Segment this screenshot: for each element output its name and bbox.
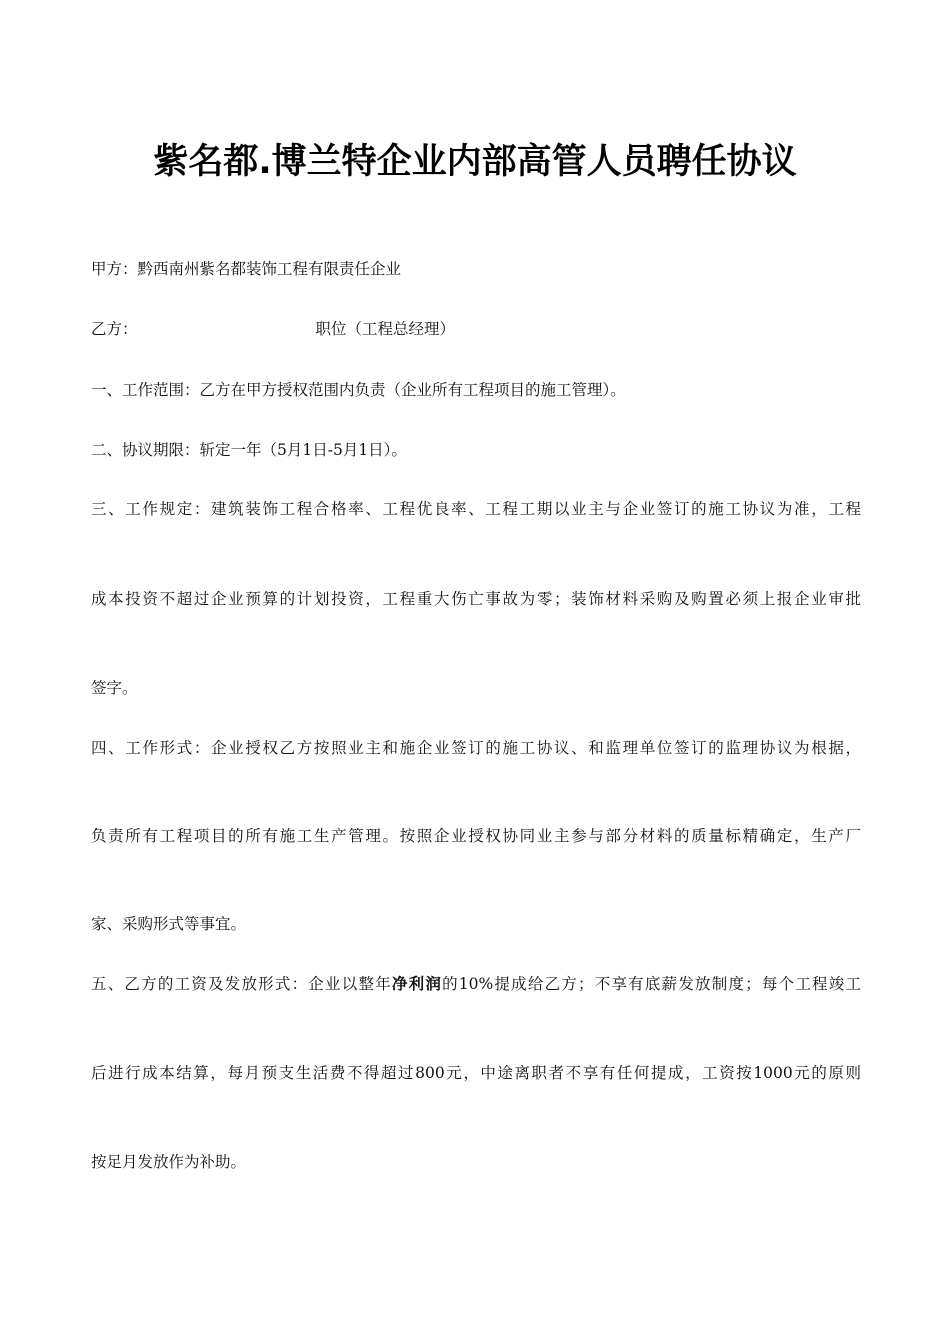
- net-profit-emphasis: 净利润: [391, 975, 443, 993]
- clause-5-line-2: 后进行成本结算，每月预支生活费不得超过800元，中途离职者不享有任何提成，工资按1000元的原则: [91, 1064, 861, 1082]
- clause-4-line-3: 家、采购形式等事宜。: [91, 915, 247, 933]
- clause-4-line-2: 负责所有工程项目的所有施工生产管理。按照企业授权协同业主参与部分材料的质量标精确定，生产厂: [91, 827, 861, 845]
- clause-5-line-1: [91, 974, 861, 994]
- clause-4-line-1: 四、工作形式：企业授权乙方按照业主和施企业签订的施工协议、和监理单位签订的监理协议为根据，: [91, 739, 861, 757]
- party-a-line: 甲方：黔西南州紫名都装饰工程有限责任企业: [91, 260, 402, 278]
- clause-3-line-2: 成本投资不超过企业预算的计划投资，工程重大伤亡事故为零；装饰材料采购及购置必须上报企业审批: [91, 590, 861, 608]
- party-b-line: [91, 319, 861, 339]
- document-title: 紫名都.博兰特企业内部高管人员聘任协议: [153, 142, 797, 182]
- party-b-label: 乙方：: [91, 320, 138, 338]
- clause-3-line-1: 三、工作规定：建筑装饰工程合格率、工程优良率、工程工期以业主与企业签订的施工协议为准，工程: [91, 500, 861, 518]
- clause-5-line-3: 按足月发放作为补助。: [91, 1153, 247, 1171]
- clause-5-text-before: 五、乙方的工资及发放形式：企业以整年: [91, 975, 392, 993]
- clause-2: 二、协议期限：斩定一年（5月1日-5月1日）。: [91, 441, 407, 459]
- clause-5-text-after: 的10%提成给乙方；不享有底薪发放制度；每个工程竣工: [442, 975, 861, 993]
- party-b-position: 职位（工程总经理）: [315, 320, 456, 338]
- clause-1: 一、工作范围：乙方在甲方授权范围内负责（企业所有工程项目的施工管理）。: [91, 381, 626, 399]
- clause-3-line-3: 签字。: [91, 679, 138, 697]
